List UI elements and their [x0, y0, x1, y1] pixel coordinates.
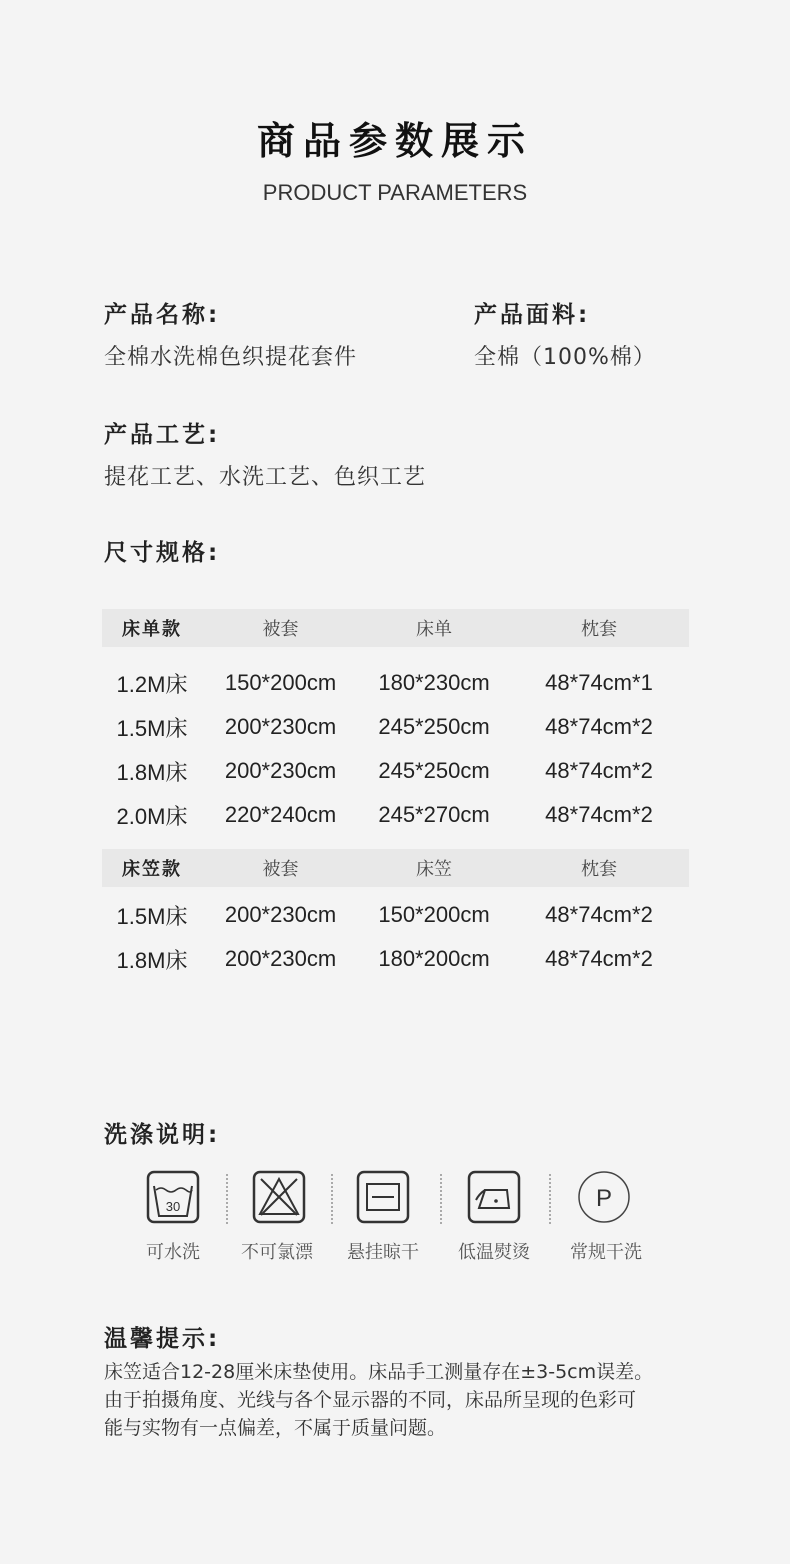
table-cell: 180*200cm [378, 946, 490, 971]
product-craft-label: 产品工艺: [104, 422, 221, 448]
sheet-size-table [102, 609, 689, 837]
care-item-label: 不可氯漂 [241, 1242, 313, 1263]
header-cell: 枕套 [581, 619, 617, 640]
tips-text [104, 1358, 744, 1442]
size-spec-label: 尺寸规格: [104, 540, 221, 566]
table-cell: 245*250cm [378, 714, 490, 739]
tips-line: 床笠适合12-28厘米床垫使用。床品手工测量存在±3-5cm误差。 [104, 1361, 654, 1383]
product-craft-value: 提花工艺、水洗工艺、色织工艺 [104, 465, 427, 490]
table-cell: 1.8M床 [116, 759, 188, 785]
product-name-label: 产品名称: [104, 302, 221, 328]
page-title: 商品参数展示 [256, 119, 533, 163]
table-cell: 2.0M床 [116, 803, 188, 829]
table-cell: 48*74cm*2 [545, 714, 653, 739]
header-cell: 被套 [262, 619, 299, 640]
header-cell: 被套 [262, 859, 299, 880]
table-cell: 180*230cm [378, 670, 490, 695]
header-cell: 枕套 [581, 859, 617, 880]
table-cell: 1.8M床 [116, 947, 188, 973]
table-cell: 150*200cm [224, 670, 337, 695]
hang-dry-icon [356, 1170, 410, 1224]
table-cell: 200*230cm [224, 946, 337, 971]
product-fabric-value: 全棉（100%棉） [474, 345, 656, 370]
header-cell: 床笠 [416, 859, 452, 880]
care-label: 洗涤说明: [104, 1122, 221, 1148]
table-cell: 220*240cm [224, 802, 337, 827]
dry-clean-mark: P [595, 1185, 613, 1212]
table-row [102, 749, 689, 793]
tips-line: 由于拍摄角度、光线与各个显示器的不同，床品所呈现的色彩可 [104, 1389, 637, 1411]
wash-temp-text: 30 [165, 1199, 181, 1214]
header-cell: 床笠款 [122, 859, 182, 880]
table-row [102, 661, 689, 705]
tips-label: 温馨提示: [104, 1326, 221, 1352]
table-header [102, 849, 689, 887]
table-cell: 245*270cm [378, 802, 490, 827]
table-cell: 245*250cm [378, 758, 490, 783]
care-item-label: 常规干洗 [570, 1242, 642, 1263]
table-cell: 48*74cm*1 [545, 670, 653, 695]
table-cell: 200*230cm [224, 758, 337, 783]
table-row [102, 893, 689, 937]
table-cell: 48*74cm*2 [545, 902, 653, 927]
table-cell: 48*74cm*2 [545, 758, 653, 783]
table-cell: 150*200cm [378, 902, 490, 927]
table-cell: 1.5M床 [116, 903, 188, 929]
table-cell: 48*74cm*2 [545, 946, 653, 971]
care-item-label: 低温熨烫 [458, 1242, 530, 1263]
page-subtitle: PRODUCT PARAMETERS [262, 180, 528, 205]
fitted-sheet-size-table [102, 849, 689, 981]
wash-30-icon [146, 1170, 200, 1224]
divider [549, 1174, 551, 1224]
table-cell: 200*230cm [224, 714, 337, 739]
dry-clean-p-icon [577, 1170, 631, 1224]
table-cell: 1.5M床 [116, 715, 188, 741]
divider [331, 1174, 333, 1224]
product-name-value: 全棉水洗棉色织提花套件 [104, 345, 358, 370]
no-bleach-icon [252, 1170, 306, 1224]
care-icons-row [0, 1170, 790, 1230]
table-cell: 48*74cm*2 [545, 802, 653, 827]
table-row [102, 937, 689, 981]
low-iron-icon [467, 1170, 521, 1224]
care-item-label: 悬挂晾干 [347, 1242, 419, 1263]
care-item-label: 可水洗 [146, 1242, 200, 1263]
table-row [102, 793, 689, 837]
header-cell: 床单款 [122, 619, 182, 640]
divider [226, 1174, 228, 1224]
table-header [102, 609, 689, 647]
header-cell: 床单 [416, 619, 452, 640]
divider [440, 1174, 442, 1224]
table-cell: 1.2M床 [116, 671, 188, 697]
product-fabric-label: 产品面料: [474, 302, 591, 328]
table-row [102, 705, 689, 749]
tips-line: 能与实物有一点偏差，不属于质量问题。 [104, 1417, 447, 1439]
table-cell: 200*230cm [224, 902, 337, 927]
